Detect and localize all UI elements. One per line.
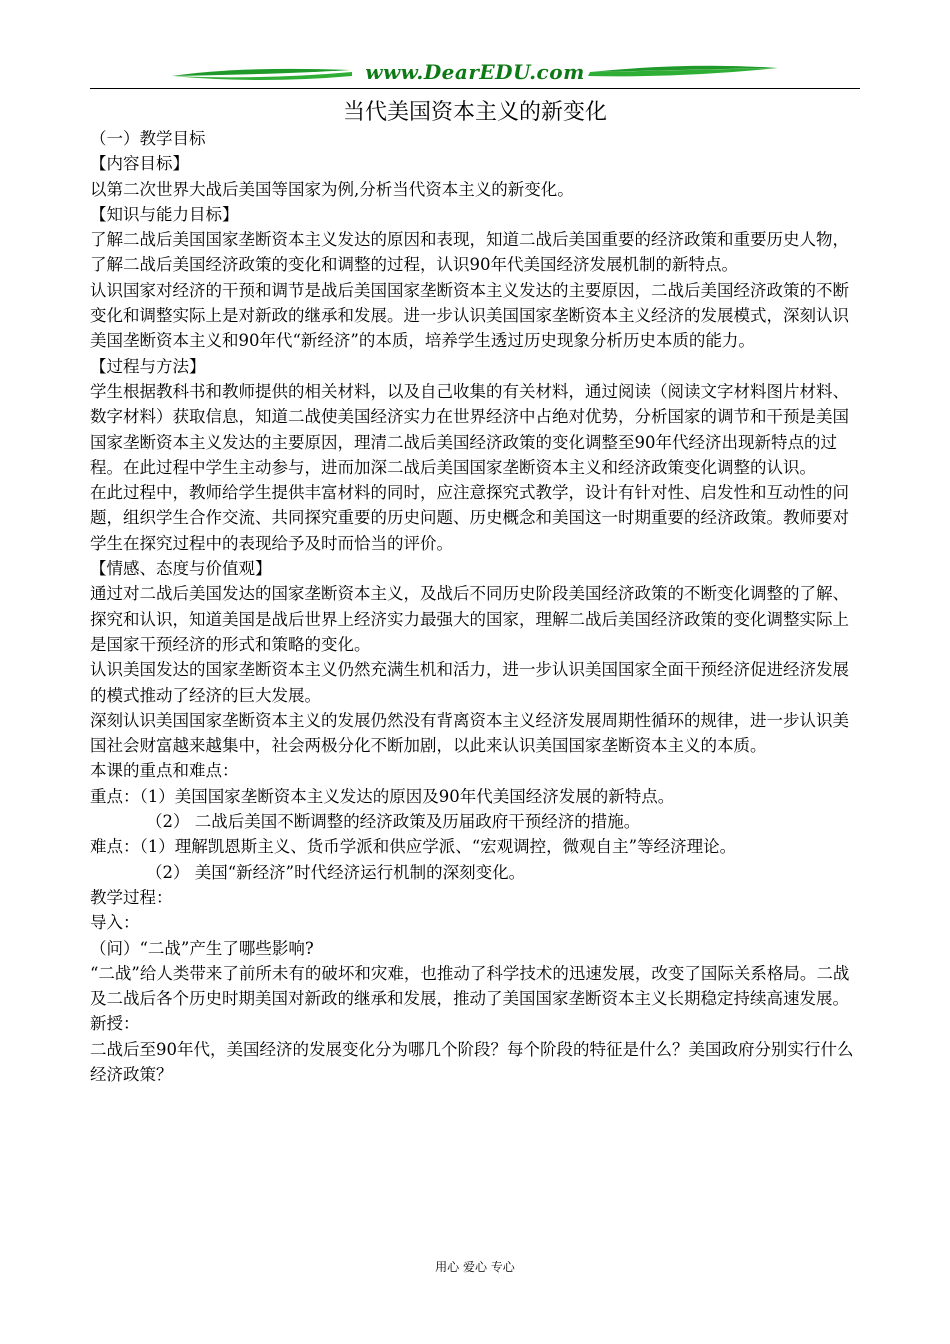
key-point: 重点：（1）美国国家垄断资本主义发达的原因及90年代美国经济发展的新特点。 <box>90 786 675 806</box>
paragraph: “二战”给人类带来了前所未有的破坏和灾难，也推动了科学技术的迅速发展，改变了国际关系格局。二战及二战后各个历史时期美国对新政的继承和发展，推动了美国国家垄断资本主义长期稳定持续高速发展。 <box>90 963 850 1009</box>
subheading: 【知识与能力目标】 <box>90 204 239 224</box>
subheading: 【情感、态度与价值观】 <box>90 559 272 579</box>
paragraph: 了解二战后美国国家垄断资本主义发达的原因和表现，知道二战后美国重要的经济政策和重要历史人物，了解二战后美国经济政策的变化和调整的过程，认识90年代美国经济发展机制的新特点。 <box>90 230 849 275</box>
subheading: 【过程与方法】 <box>90 356 206 376</box>
paragraph: 认识国家对经济的干预和调节是战后美国国家垄断资本主义发达的主要原因，二战后美国经济政策的不断变化和调整实际上是对新政的继承和发展。进一步认识美国国家垄断资本主义经济的发展模式，深刻认识美国垄断资本主义和90年代“新经济”的本质，培养学生透过历史现象分析历史本质的能力。 <box>90 280 849 351</box>
paragraph: 二战后至90年代，美国经济的发展变化分为哪几个阶段？每个阶段的特征是什么？美国政府分别实行什么经济政策？ <box>90 1039 854 1084</box>
section-heading: （一）教学目标 <box>90 129 206 148</box>
paragraph: 在此过程中，教师给学生提供丰富材料的同时，应注意探究式教学，设计有针对性、启发性和互动性的问题，组织学生合作交流、共同探究重要的历史问题、历史概念和美国这一时期重要的经济政策。教师要对学生在探究过程中的表现给予及时而恰当的评价。 <box>90 483 849 553</box>
key-point: （2） 二战后美国不断调整的经济政策及历届政府干预经济的措施。 <box>146 812 641 832</box>
paragraph: 教学过程： <box>90 887 173 907</box>
site-banner <box>90 56 860 90</box>
header-rule <box>90 88 860 89</box>
subheading: 【内容目标】 <box>90 154 189 174</box>
document-body <box>90 126 862 1087</box>
site-logo-text: www.DearEDU.com <box>365 60 585 84</box>
paragraph: 以第二次世界大战后美国等国家为例,分析当代资本主义的新变化。 <box>90 179 574 199</box>
paragraph: 本课的重点和难点： <box>90 761 239 781</box>
page-footer: 用心 爱心 专心 <box>435 1260 515 1274</box>
difficult-point: （2） 美国“新经济”时代经济运行机制的深刻变化。 <box>146 862 526 882</box>
document-title: 当代美国资本主义的新变化 <box>342 100 607 125</box>
paragraph: 通过对二战后美国发达的国家垄断资本主义，及战后不同历史阶段美国经济政策的不断变化调整的了解、探究和认识，知道美国是战后世界上经济实力最强大的国家，理解二战后美国经济政策的变化调整实际上是国家干预经济的形式和策略的变化。 <box>90 584 849 654</box>
paragraph: 认识美国发达的国家垄断资本主义仍然充满生机和活力，进一步认识美国国家全面干预经济促进经济发展的模式推动了经济的巨大发展。 <box>90 660 849 705</box>
difficult-point: 难点：（1）理解凯恩斯主义、货币学派和供应学派、“宏观调控，微观自主”等经济理论。 <box>90 837 737 857</box>
paragraph: 深刻认识美国国家垄断资本主义的发展仍然没有背离资本主义经济发展周期性循环的规律，进一步认识美国社会财富越来越集中，社会两极分化不断加剧，以此来认识美国国家垄断资本主义的本质。 <box>90 710 849 756</box>
paragraph: 导入： <box>90 913 140 933</box>
paragraph: 学生根据教科书和教师提供的相关材料，以及自己收集的有关材料，通过阅读（阅读文字材料图片材料、数字材料）获取信息，知道二战使美国经济实力在世界经济中占绝对优势，分析国家的调节和干预是美国国家垄断资本主义发达的主要原因，理清二战后美国经济政策的变化调整至90年代经济出现新特点的过程。在此过程中学生主动参与，进而加深二战后美国国家垄断资本主义和经济政策变化调整的认识。 <box>90 381 849 477</box>
paragraph: 新授： <box>90 1014 140 1034</box>
paragraph: （问）“二战”产生了哪些影响? <box>90 938 314 958</box>
